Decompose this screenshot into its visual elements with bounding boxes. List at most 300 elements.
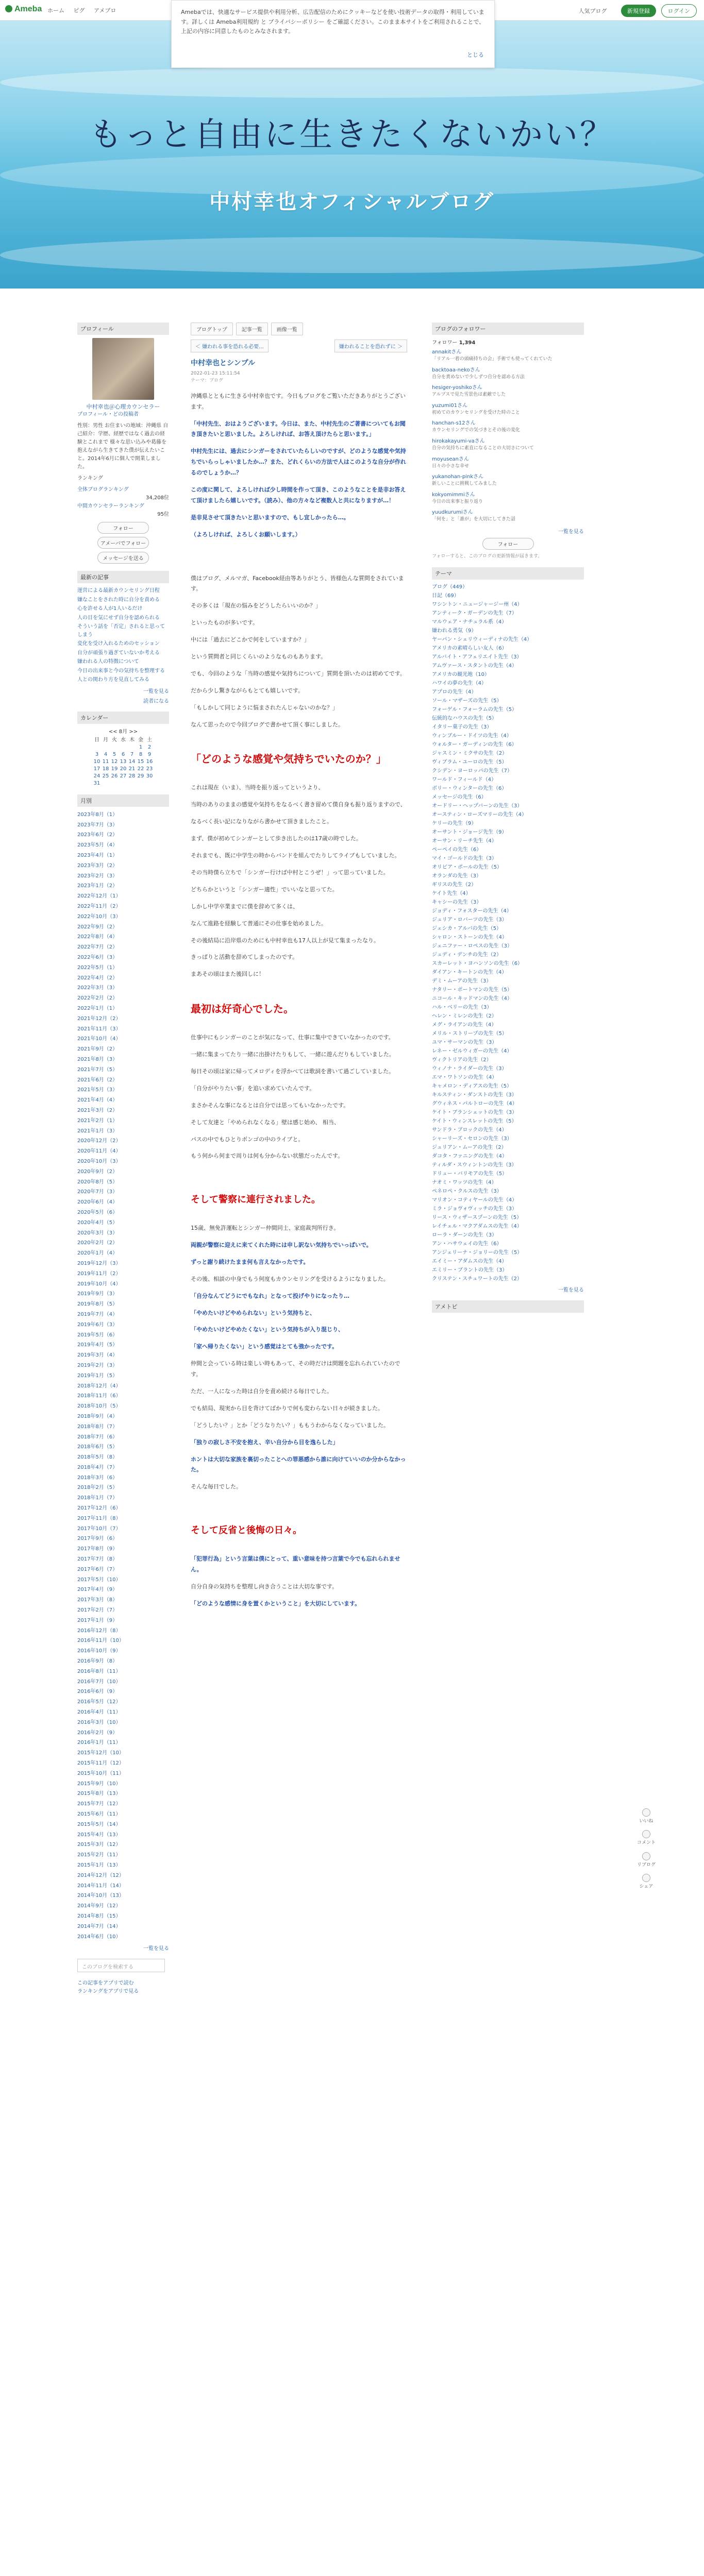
theme-link[interactable]: ボリー・ウィンターの先生（6） (432, 786, 507, 792)
theme-link[interactable]: ニコール・キッドマンの先生（4） (432, 996, 512, 1002)
calendar-day[interactable]: 5 (112, 751, 116, 757)
theme-link[interactable]: エミリー・ブラントの先生（3） (432, 1267, 508, 1274)
archive-month-link[interactable]: 2018年8月（7） (77, 1423, 118, 1430)
nav-home[interactable]: ホーム (47, 7, 64, 14)
archive-month-link[interactable]: 2019年10月（4） (77, 1281, 121, 1287)
calendar-day[interactable]: 24 (93, 773, 100, 779)
archive-month-link[interactable]: 2023年8月（1） (77, 811, 118, 818)
theme-link[interactable]: マルウェア・ナチュラル系（4） (432, 619, 507, 625)
follower-item[interactable] (432, 473, 584, 487)
reader-link[interactable]: 読者になる (143, 698, 169, 704)
theme-link[interactable]: ケイト・ブランシェットの先生（3） (432, 1110, 517, 1116)
theme-link[interactable]: ヴィクトリアの先生（2） (432, 1057, 492, 1063)
calendar-day[interactable]: 20 (120, 766, 127, 772)
theme-link[interactable]: ヤーパン・シェリウィーディナの先生（4） (432, 637, 532, 643)
theme-link[interactable]: アンティーク・ガーデンの先生（7） (432, 611, 517, 617)
theme-link[interactable]: ローラ・ダーンの先生（3） (432, 1232, 497, 1239)
reblog-icon[interactable] (642, 1852, 650, 1860)
calendar-day[interactable]: 17 (93, 766, 100, 772)
nav-ameblo[interactable]: アメブロ (94, 7, 116, 14)
archive-month-link[interactable]: 2019年8月（5） (77, 1301, 118, 1308)
theme-link[interactable]: ナタリー・ポートマンの先生（5） (432, 987, 512, 993)
theme-link[interactable]: ジュディ・デンチの先生（2） (432, 952, 502, 958)
follower-name[interactable]: hanchan-s12さん (432, 420, 476, 427)
like-icon[interactable] (642, 1808, 650, 1817)
archive-month-link[interactable]: 2023年7月（3） (77, 822, 118, 828)
archive-month-link[interactable]: 2022年10月（3） (77, 913, 121, 920)
theme-link[interactable]: ケイト・ウィンスレットの先生（5） (432, 1118, 517, 1125)
archive-month-link[interactable]: 2018年10月（5） (77, 1403, 121, 1410)
archive-month-link[interactable]: 2022年2月（2） (77, 995, 118, 1002)
archive-month-link[interactable]: 2017年11月（8） (77, 1515, 121, 1521)
archive-month-link[interactable]: 2020年6月（4） (77, 1199, 118, 1206)
calendar-day[interactable]: 22 (137, 766, 144, 772)
archive-month-link[interactable]: 2017年4月（9） (77, 1587, 118, 1593)
archive-month-link[interactable]: 2018年7月（6） (77, 1434, 118, 1440)
theme-link[interactable]: ペーペイの先生（6） (432, 847, 482, 853)
calendar-day[interactable]: 27 (120, 773, 127, 779)
archive-month-link[interactable]: 2015年5月（14） (77, 1821, 121, 1827)
archive-month-link[interactable]: 2020年12月（2） (77, 1138, 121, 1144)
calendar-day[interactable]: 9 (147, 751, 152, 757)
ranking-line[interactable]: 全体ブログランキング (77, 487, 129, 493)
follower-item[interactable] (432, 438, 584, 452)
follower-name[interactable]: hesiger-yoshikoさん (432, 385, 482, 391)
archive-month-link[interactable]: 2022年4月（2） (77, 975, 118, 981)
follower-latest-entry[interactable]: アルプスで見た雪景色は素敵でした (432, 392, 506, 398)
follower-name[interactable]: backtoaa-nekoさん (432, 367, 480, 373)
archive-month-link[interactable]: 2016年7月（10） (77, 1679, 121, 1685)
theme-link[interactable]: ジェシカ・アルバの先生（5） (432, 926, 502, 932)
theme-link[interactable]: ジャスミン・ミクサの先生（2） (432, 751, 508, 757)
archive-month-link[interactable]: 2017年1月（9） (77, 1617, 118, 1623)
calendar-day[interactable]: 19 (111, 766, 118, 772)
theme-link[interactable]: アメリカの素晴らしい友人（6） (432, 646, 507, 652)
calendar-day[interactable]: 28 (128, 773, 136, 779)
archive-month-link[interactable]: 2020年9月（2） (77, 1168, 118, 1175)
theme-link[interactable]: キルスティン・ダンストの先生（3） (432, 1092, 517, 1098)
theme-link[interactable]: ジョディ・フォスターの先生（4） (432, 908, 512, 914)
archive-month-link[interactable]: 2019年3月（4） (77, 1352, 118, 1359)
archive-month-link[interactable]: 2014年9月（12） (77, 1903, 121, 1909)
ranking-line[interactable]: 中間カウンセラーランキング (77, 503, 144, 510)
follower-item[interactable] (432, 367, 584, 381)
archive-month-link[interactable]: 2015年1月（13） (77, 1862, 121, 1868)
archive-month-link[interactable]: 2023年4月（1） (77, 853, 118, 859)
list-item[interactable]: 人との関わり方を見直してみる (77, 677, 149, 683)
archive-month-link[interactable]: 2021年5月（3） (77, 1087, 118, 1093)
follower-name[interactable]: yuzumi01さん (432, 402, 468, 409)
nav-pigg[interactable]: ピグ (73, 7, 85, 14)
theme-link[interactable]: ウィノナ・ライダーの先生（3） (432, 1066, 507, 1072)
archive-month-link[interactable]: 2016年3月（10） (77, 1719, 121, 1725)
theme-link[interactable]: アルバイト・アフェリエイト先生（3） (432, 654, 522, 660)
archive-month-link[interactable]: 2018年2月（5） (77, 1485, 118, 1491)
calendar-day[interactable]: 31 (93, 780, 100, 786)
follower-item[interactable] (432, 492, 584, 505)
follower-name[interactable]: yuudkurumiさん (432, 510, 473, 516)
archive-month-link[interactable]: 2019年1月（5） (77, 1372, 118, 1379)
app-follow-button[interactable]: アメーバでフォロー (97, 537, 149, 549)
archive-month-link[interactable]: 2016年8月（11） (77, 1668, 121, 1674)
theme-link[interactable]: マイ・ゴールドの先生（3） (432, 856, 497, 862)
archive-month-link[interactable]: 2015年12月（10） (77, 1750, 124, 1756)
archive-month-link[interactable]: 2019年6月（3） (77, 1321, 118, 1328)
calendar-day[interactable]: 8 (139, 751, 143, 757)
follower-latest-entry[interactable]: 今日の出来事と振り返り (432, 499, 483, 504)
archive-month-link[interactable]: 2018年9月（4） (77, 1413, 118, 1419)
calendar-day[interactable]: 26 (111, 773, 118, 779)
profile-link[interactable]: プロフィール・どの投稿者 (77, 412, 139, 418)
archive-month-link[interactable]: 2015年11月（12） (77, 1760, 124, 1766)
ameba-logo[interactable] (5, 5, 42, 14)
theme-link[interactable]: シャロン・ストーンの先生（4） (432, 935, 507, 941)
archive-month-link[interactable]: 2022年6月（3） (77, 955, 118, 961)
follow-button[interactable]: フォロー (97, 522, 149, 534)
followers-more[interactable]: 一覧を見る (558, 529, 584, 535)
theme-link[interactable]: ドリュー・バリモアの先生（5） (432, 1171, 508, 1177)
follower-item[interactable] (432, 456, 584, 470)
archive-month-link[interactable]: 2016年12月（8） (77, 1628, 121, 1634)
theme-link[interactable]: 嫌われる勇気（9） (432, 628, 477, 634)
list-item[interactable]: 変化を受け入れるためのセッション (77, 641, 160, 647)
tab-entry-list[interactable]: 記事一覧 (236, 323, 268, 335)
archive-month-link[interactable]: 2015年3月（12） (77, 1842, 121, 1848)
theme-link[interactable]: メリル・ストリープの先生（5） (432, 1031, 507, 1037)
theme-link[interactable]: レイチェル・マクアダムスの先生（4） (432, 1224, 522, 1230)
archive-month-link[interactable]: 2017年5月（10） (77, 1577, 121, 1583)
theme-link[interactable]: アプロの先生（4） (432, 689, 477, 696)
archive-month-link[interactable]: 2018年3月（6） (77, 1475, 118, 1481)
archive-month-link[interactable]: 2015年9月（10） (77, 1781, 121, 1787)
archive-month-link[interactable]: 2019年7月（4） (77, 1311, 118, 1317)
calendar-day[interactable]: 13 (120, 758, 127, 765)
archive-month-link[interactable]: 2015年7月（12） (77, 1801, 121, 1807)
theme-link[interactable]: キャシーの先生（3） (432, 900, 482, 906)
archive-month-link[interactable]: 2017年7月（8） (77, 1556, 118, 1563)
theme-link[interactable]: ワシントン・ニュージャージー州（4） (432, 602, 523, 608)
archive-month-link[interactable]: 2022年9月（2） (77, 924, 118, 930)
calendar-day[interactable]: 21 (128, 766, 136, 772)
theme-link[interactable]: レネー・ゼルウィガーの先生（4） (432, 1048, 512, 1055)
archive-month-link[interactable]: 2023年3月（2） (77, 862, 118, 869)
archive-month-link[interactable]: 2020年4月（5） (77, 1219, 118, 1226)
archive-month-link[interactable]: 2015年8月（13） (77, 1791, 121, 1797)
archive-month-link[interactable]: 2021年1月（3） (77, 1128, 118, 1134)
archive-month-link[interactable]: 2020年7月（3） (77, 1189, 118, 1195)
follower-item[interactable] (432, 349, 584, 363)
theme-link[interactable]: アメリカの観光地（10） (432, 672, 490, 678)
theme-link[interactable]: アンジェリーナ・ジョリーの先生（5） (432, 1250, 523, 1256)
follower-item[interactable] (432, 509, 584, 523)
archive-month-link[interactable]: 2016年11月（10） (77, 1638, 124, 1644)
theme-link[interactable]: ウィンブルー・ドイツの先生（4） (432, 733, 512, 739)
follower-latest-entry[interactable]: 自分の気持ちに素直になることの大切さについて (432, 445, 534, 451)
archive-month-link[interactable]: 2016年5月（12） (77, 1699, 121, 1705)
archive-month-link[interactable]: 2017年2月（7） (77, 1607, 118, 1614)
next-entry-link[interactable]: 嫌われることを恐れずに ＞ (334, 340, 407, 352)
theme-link[interactable]: リース・ウィザースプーンの先生（5） (432, 1215, 522, 1221)
archive-month-link[interactable]: 2021年2月（1） (77, 1117, 118, 1124)
calendar-nav[interactable]: << 8月 >> (108, 728, 138, 735)
theme-link[interactable]: クシデン・ヨーロッパの先生（7） (432, 768, 512, 774)
archive-month-link[interactable]: 2018年4月（7） (77, 1464, 118, 1470)
archive-month-link[interactable]: 2021年12月（2） (77, 1015, 121, 1022)
calendar-day[interactable]: 16 (146, 758, 153, 765)
follower-name[interactable]: moyuseanさん (432, 456, 469, 462)
archive-month-link[interactable]: 2017年10月（7） (77, 1526, 121, 1532)
archive-month-link[interactable]: 2017年12月（6） (77, 1505, 121, 1512)
calendar-day[interactable]: 23 (146, 766, 153, 772)
list-item[interactable]: そういう話を「否定」されると思ってしまう (77, 624, 165, 638)
follower-item[interactable] (432, 384, 584, 398)
archive-month-link[interactable]: 2014年7月（14） (77, 1923, 121, 1929)
theme-link[interactable]: ウォルター・ガーディンの先生（6） (432, 742, 517, 748)
theme-link[interactable]: オードリー・ヘップバーンの先生（3） (432, 803, 523, 809)
theme-link[interactable]: ペネロペ・クルスの先生（3） (432, 1189, 502, 1195)
theme-link[interactable]: シャーリーズ・セロンの先生（3） (432, 1136, 512, 1142)
archive-month-link[interactable]: 2023年1月（2） (77, 883, 118, 889)
theme-link[interactable]: マリオン・コティヤールの先生（4） (432, 1197, 517, 1204)
archive-month-link[interactable]: 2020年5月（6） (77, 1209, 118, 1215)
theme-link[interactable]: エマ・ワトソンの先生（4） (432, 1075, 497, 1081)
list-item[interactable]: 今日の出来事と今の気持ちを整理する (77, 668, 165, 674)
archive-month-link[interactable]: 2017年3月（8） (77, 1597, 118, 1603)
theme-link[interactable]: スカーレット・ヨハンソンの先生（6） (432, 961, 523, 967)
login-button[interactable]: ログイン (661, 4, 697, 18)
calendar-day[interactable]: 4 (104, 751, 108, 757)
archive-month-link[interactable]: 2015年4月（13） (77, 1832, 121, 1838)
theme-link[interactable]: ヘレン・ミレンの先生（2） (432, 1013, 497, 1020)
archive-month-link[interactable]: 2017年6月（7） (77, 1566, 118, 1572)
archive-month-link[interactable]: 2019年12月（3） (77, 1260, 121, 1266)
theme-link[interactable]: ケイト先生（4） (432, 891, 471, 897)
theme-link[interactable]: メッセージの先生（6） (432, 794, 487, 801)
theme-link[interactable]: オリビア・ポールの先生（5） (432, 865, 502, 871)
calendar-day[interactable]: 30 (146, 773, 153, 779)
follower-name[interactable]: hirokakayumi-vaさん (432, 438, 485, 444)
theme-link[interactable]: ケリーの先生（9） (432, 821, 477, 827)
archive-month-link[interactable]: 2022年11月（2） (77, 904, 121, 910)
archive-month-link[interactable]: 2022年5月（1） (77, 964, 118, 971)
signup-button[interactable]: 新規登録 (621, 5, 656, 17)
theme-link[interactable]: ナオミ・ワッツの先生（4） (432, 1180, 497, 1186)
profile-name[interactable]: 中村幸也＠心理カウンセラー (86, 403, 160, 410)
tab-blog-top[interactable]: ブログトップ (191, 323, 233, 335)
tab-image-list[interactable]: 画像一覧 (271, 323, 303, 335)
calendar-day[interactable]: 18 (102, 766, 109, 772)
theme-link[interactable]: ジュリアン・ムーアの先生（2） (432, 1145, 507, 1151)
calendar-day[interactable]: 25 (102, 773, 109, 779)
theme-link[interactable]: ハル・ベリーの先生（3） (432, 1005, 492, 1011)
comment-icon[interactable] (642, 1830, 650, 1838)
archive-month-link[interactable]: 2019年4月（5） (77, 1342, 118, 1348)
follower-latest-entry[interactable]: 初めてのカウンセリングを受けた時のこと (432, 410, 520, 415)
archive-month-link[interactable]: 2022年1月（1） (77, 1006, 118, 1012)
theme-link[interactable]: オランダの先生（3） (432, 873, 481, 879)
archive-month-link[interactable]: 2016年6月（9） (77, 1689, 118, 1695)
theme-link[interactable]: 日記（69） (432, 593, 459, 599)
list-item[interactable]: 心を許せる人が1人いるだけ (77, 606, 143, 612)
cookie-close-button[interactable]: とじる (467, 52, 484, 59)
archive-month-link[interactable]: 2021年7月（5） (77, 1066, 118, 1073)
follower-latest-entry[interactable]: 自分を責めないで少しずつ自分を認める方法 (432, 374, 525, 380)
archive-month-link[interactable]: 2022年3月（3） (77, 985, 118, 991)
calendar-day[interactable]: 1 (139, 744, 143, 750)
archive-month-link[interactable]: 2022年12月（1） (77, 893, 121, 900)
archive-month-link[interactable]: 2020年2月（2） (77, 1240, 118, 1246)
archive-month-link[interactable]: 2019年11月（2） (77, 1270, 121, 1277)
follower-latest-entry[interactable]: カウンセリングでの気づきとその後の変化 (432, 428, 520, 433)
archive-month-link[interactable]: 2014年12月（12） (77, 1872, 124, 1878)
calendar-day[interactable]: 14 (128, 758, 136, 765)
theme-link[interactable]: ジュリア・ロバーツの先生（3） (432, 917, 507, 923)
archive-month-link[interactable]: 2022年7月（2） (77, 944, 118, 951)
theme-link[interactable]: ダイアン・キートンの先生（4） (432, 970, 507, 976)
calendar-day[interactable]: 12 (111, 758, 118, 765)
calendar-day[interactable]: 7 (130, 751, 134, 757)
archive-month-link[interactable]: 2023年5月（4） (77, 842, 118, 849)
app-read-link[interactable]: この記事をアプリで読む (77, 1980, 134, 1987)
archive-month-link[interactable]: 2021年4月（4） (77, 1097, 118, 1104)
follower-latest-entry[interactable]: 日々の小さな幸せ (432, 463, 470, 469)
archive-month-link[interactable]: 2023年2月（3） (77, 873, 118, 879)
list-item[interactable]: 嫌われる人の特徴について (77, 659, 139, 665)
archive-month-link[interactable]: 2016年4月（11） (77, 1709, 121, 1716)
list-item[interactable]: 嫌なことをされた時に自分を責める (77, 597, 160, 603)
archive-month-link[interactable]: 2018年11月（6） (77, 1393, 121, 1399)
follower-latest-entry[interactable]: 新しいことに挑戦してみました (432, 481, 497, 487)
theme-link[interactable]: メグ・ライアンの先生（4） (432, 1022, 497, 1028)
archive-month-link[interactable]: 2014年11月（14） (77, 1883, 124, 1889)
archive-month-link[interactable]: 2020年8月（5） (77, 1179, 118, 1185)
archive-month-link[interactable]: 2018年12月（4） (77, 1383, 121, 1389)
follower-latest-entry[interactable]: 「何を」と「誰が」を大切にしてきた話 (432, 517, 516, 522)
theme-link[interactable]: ユマ・サーマンの先生（3） (432, 1040, 497, 1046)
follower-item[interactable] (432, 402, 584, 416)
archive-month-link[interactable]: 2015年10月（11） (77, 1770, 124, 1776)
theme-link[interactable]: ブログ（449） (432, 584, 468, 590)
theme-link[interactable]: エイミー・アダムスの先生（4） (432, 1259, 507, 1265)
theme-link[interactable]: ダコタ・ファニングの先生（4） (432, 1154, 507, 1160)
calendar-day[interactable]: 2 (147, 744, 152, 750)
archive-month-link[interactable]: 2019年9月（3） (77, 1291, 118, 1297)
archive-month-link[interactable]: 2018年1月（7） (77, 1495, 118, 1501)
archive-month-link[interactable]: 2014年8月（15） (77, 1913, 121, 1919)
archive-month-link[interactable]: 2021年8月（3） (77, 1057, 118, 1063)
theme-link[interactable]: ジェニファー・ロペスの先生（3） (432, 943, 512, 950)
archive-month-link[interactable]: 2016年10月（9） (77, 1648, 121, 1654)
entry-theme[interactable]: テーマ：ブログ (191, 378, 224, 384)
archive-month-link[interactable]: 2017年8月（9） (77, 1546, 118, 1552)
calendar-day[interactable]: 29 (137, 773, 144, 779)
list-item[interactable]: 自分が頑張り過ぎていないか考える (77, 650, 160, 656)
archive-month-link[interactable]: 2021年11月（3） (77, 1026, 121, 1032)
theme-link[interactable]: クリステン・スチュワートの先生（2） (432, 1276, 522, 1282)
archive-month-link[interactable]: 2021年10月（4） (77, 1036, 121, 1042)
theme-link[interactable]: グウィネス・パルトローの先生（4） (432, 1101, 517, 1107)
archive-month-link[interactable]: 2023年6月（2） (77, 832, 118, 838)
archive-month-link[interactable]: 2015年6月（11） (77, 1811, 121, 1817)
archive-month-link[interactable]: 2014年6月（10） (77, 1934, 121, 1940)
calendar-day[interactable]: 15 (137, 758, 144, 765)
theme-link[interactable]: ワールド・フィールド（4） (432, 777, 497, 783)
list-item[interactable]: 人の目を気にせず自分を認められる (77, 615, 160, 621)
theme-link[interactable]: フォーゲル・フォーラムの先生（5） (432, 707, 517, 713)
calendar-day[interactable]: 11 (102, 758, 109, 765)
theme-link[interactable]: オースティン・ローズマリーの先生（4） (432, 812, 527, 818)
theme-link[interactable]: サンドラ・ブロックの先生（4） (432, 1127, 507, 1133)
archive-more[interactable]: 一覧を見る (143, 1946, 169, 1952)
theme-link[interactable]: オーサント・ジョージ先生（9） (432, 829, 507, 836)
follower-latest-entry[interactable]: 「リアル一着の頭痛持ちの会」手術でも使ってくれていた (432, 357, 552, 362)
reblog-label: リブログ (636, 1862, 656, 1868)
theme-link[interactable]: ギリスの先生（2） (432, 882, 477, 888)
theme-link[interactable]: キャメロン・ディアスの先生（5） (432, 1083, 512, 1090)
archive-month-link[interactable]: 2016年2月（9） (77, 1730, 118, 1736)
recent-entries-more[interactable]: 一覧を見る (143, 688, 169, 694)
calendar-day[interactable]: 6 (121, 751, 125, 757)
follower-name[interactable]: kokyomimmiさん (432, 492, 475, 498)
share-icon[interactable] (642, 1874, 650, 1882)
archive-month-link[interactable]: 2021年9月（2） (77, 1046, 118, 1053)
message-button[interactable]: メッセージを送る (97, 552, 149, 564)
archive-month-link[interactable]: 2018年6月（5） (77, 1444, 118, 1450)
blog-search-input[interactable]: このブログを検索する (77, 1959, 165, 1972)
entry-title[interactable]: 中村幸也とシンプル (191, 359, 256, 367)
app-ranking-link[interactable]: ランキングをアプリで見る (77, 1989, 139, 1995)
list-item[interactable]: 運営による最新カウンセリング日程 (77, 588, 160, 594)
archive-month-link[interactable]: 2017年9月（6） (77, 1536, 118, 1542)
theme-link[interactable]: ハワイの夢の先生（4） (432, 681, 487, 687)
archive-month-link[interactable]: 2021年3月（2） (77, 1108, 118, 1113)
calendar-day[interactable]: 3 (95, 751, 99, 757)
follower-name[interactable]: annakitさん (432, 349, 462, 355)
archive-month-link[interactable]: 2018年5月（8） (77, 1454, 118, 1461)
theme-link[interactable]: イタリー菓子の先生（3） (432, 724, 492, 731)
theme-link[interactable]: ソール・マザーズの先生（5） (432, 698, 502, 704)
archive-month-link[interactable]: 2020年11月（4） (77, 1148, 121, 1155)
theme-link[interactable]: アン・ハサウェイの先生（6） (432, 1241, 502, 1247)
follower-name[interactable]: yukanohan-pinkさん (432, 474, 484, 480)
prev-entry-link[interactable]: ＜ 嫌われる事を恐れる必要... (191, 340, 269, 352)
archive-month-link[interactable]: 2016年9月（8） (77, 1658, 118, 1665)
archive-month-link[interactable]: 2019年5月（6） (77, 1332, 118, 1338)
follow-button[interactable]: フォロー (482, 538, 534, 550)
archive-month-link[interactable]: 2014年10月（13） (77, 1893, 124, 1899)
theme-link[interactable]: ヴィブラム・ユーロの先生（5） (432, 759, 507, 766)
theme-link[interactable]: 伝統的なハウスの先生（5） (432, 716, 497, 722)
theme-link[interactable]: デミ・ムーアの先生（3） (432, 978, 492, 985)
theme-more[interactable]: 一覧を見る (558, 1287, 584, 1294)
popular-blogs-link[interactable]: 人気ブログ (578, 8, 607, 14)
archive-month-link[interactable]: 2020年1月（4） (77, 1250, 118, 1257)
archive-month-link[interactable]: 2019年2月（3） (77, 1362, 118, 1368)
theme-link[interactable]: ティルダ・スウィントンの先生（3） (432, 1162, 517, 1168)
profile-avatar[interactable] (92, 338, 154, 400)
archive-month-link[interactable]: 2022年8月（4） (77, 934, 118, 940)
archive-month-link[interactable]: 2016年1月（11） (77, 1740, 121, 1746)
theme-link[interactable]: アムヴァース・スタントの先生（4） (432, 663, 517, 669)
archive-month-link[interactable]: 2020年10月（3） (77, 1158, 121, 1164)
follower-item[interactable] (432, 420, 584, 434)
archive-month-link[interactable]: 2020年3月（3） (77, 1230, 118, 1236)
calendar-day[interactable]: 10 (93, 758, 100, 765)
archive-month-link[interactable]: 2021年6月（2） (77, 1077, 118, 1083)
theme-link[interactable]: ミラ・ジョヴォヴィッチの先生（3） (432, 1206, 517, 1212)
theme-link[interactable]: オーサン・リーチ先生（4） (432, 838, 497, 844)
archive-month-link[interactable]: 2015年2月（11） (77, 1852, 121, 1858)
